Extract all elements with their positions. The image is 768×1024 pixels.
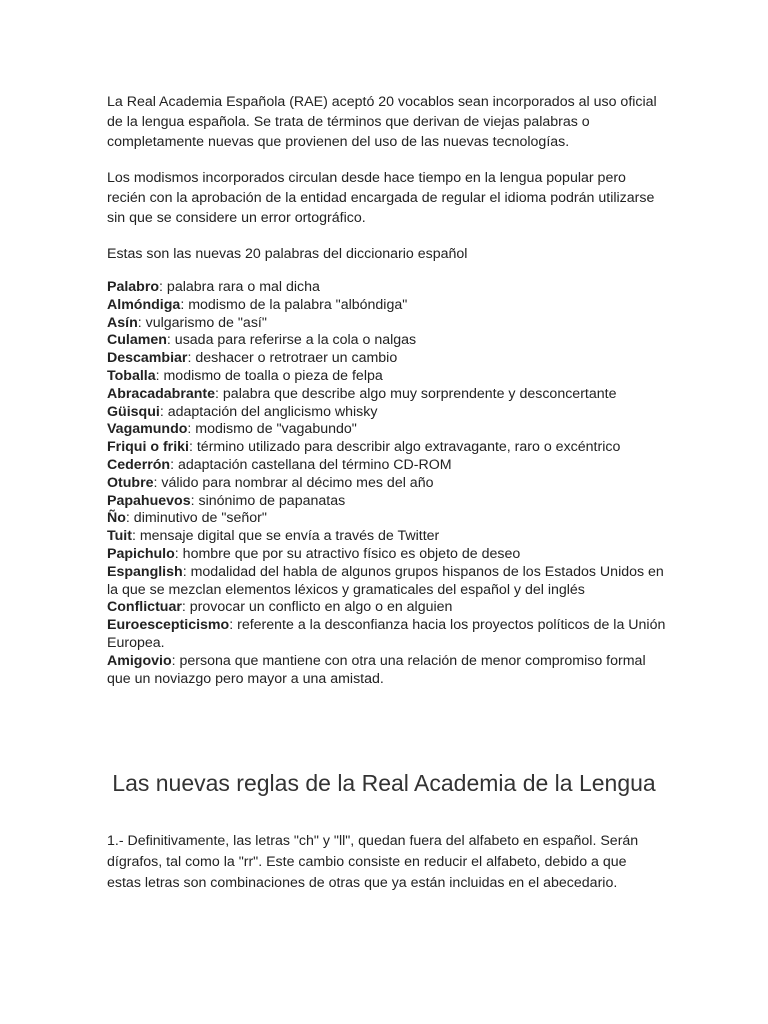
glossary-term: Vagamundo (107, 421, 188, 438)
glossary-term: Toballa (107, 367, 156, 384)
glossary-term: Tuit (107, 528, 132, 545)
glossary-definition: : sinónimo de papanatas (190, 492, 346, 509)
glossary-definition: : modismo de "vagabundo" (187, 421, 357, 438)
glossary-definition: : referente a la desconfianza hacia los proyectos políticos de la Unión Europea. (107, 617, 666, 651)
glossary-entry (107, 546, 667, 564)
glossary-definition: : válido para nombrar al décimo mes del año (153, 474, 434, 491)
glossary-term: Culamen (107, 332, 167, 349)
glossary-term: Güisqui (107, 403, 160, 420)
intro-paragraph: Los modismos incorporados circulan desde hace tiempo en la lengua popular pero recién con la aprobación de la entidad encargada de regular el idioma podrán utilizarse sin que se considere un error ortográfico. (107, 170, 655, 226)
glossary-term: Conflictuar (107, 599, 182, 616)
glossary-entry (107, 493, 667, 511)
glossary-definition: : modismo de toalla o pieza de felpa (155, 367, 383, 384)
glossary-entry (107, 404, 667, 422)
glossary-term: Amigovio (107, 652, 172, 669)
intro-paragraph: La Real Academia Española (RAE) aceptó 20 vocablos sean incorporados al uso oficial de la lengua española. Se trata de términos que derivan de viejas palabras o completamente nuevas que provienen del uso de las nuevas tecnologías. (107, 94, 657, 150)
glossary-entry (107, 350, 667, 368)
glossary-definition: : hombre que por su atractivo físico es objeto de deseo (174, 545, 521, 562)
glossary-definition: : provocar un conflicto en algo o en alguien (181, 599, 453, 616)
glossary-entry (107, 332, 667, 350)
glossary-definition: : deshacer o retrotraer un cambio (187, 350, 398, 367)
glossary-entry (107, 297, 667, 315)
glossary-definition: : modalidad del habla de algunos grupos hispanos de los Estados Unidos en la que se mezclan elementos léxicos y gramaticales del español y del inglés (107, 563, 664, 598)
glossary-term: Ño (107, 510, 126, 527)
glossary-entry (107, 617, 667, 653)
glossary-term: Papahuevos (107, 492, 191, 509)
glossary-entry (107, 386, 667, 404)
glossary-definition: : persona que mantiene con otra una relación de menor compromiso formal que un noviazgo pero mayor a una amistad. (107, 652, 646, 687)
glossary-definition: : palabra rara o mal dicha (159, 279, 320, 295)
glossary-term: Asín (107, 314, 138, 331)
glossary-entry (107, 439, 667, 457)
glossary-intro-line: Estas son las nuevas 20 palabras del diccionario español (107, 246, 468, 262)
glossary-definition: : adaptación castellana del término CD-ROM (170, 456, 452, 473)
glossary-definition: : adaptación del anglicismo whisky (159, 403, 378, 420)
glossary-term: Abracadabrante (107, 385, 216, 402)
glossary-entry (107, 279, 667, 297)
glossary-entry (107, 315, 667, 333)
glossary-term: Palabro (107, 279, 160, 295)
glossary-entry (107, 564, 667, 600)
glossary-term: Almóndiga (107, 296, 181, 313)
glossary-entry (107, 421, 667, 439)
glossary-definition: : mensaje digital que se envía a través de Twitter (131, 528, 440, 545)
glossary-definition: : término utilizado para describir algo extravagante, raro o excéntrico (188, 439, 621, 456)
glossary-definition: : diminutivo de "señor" (125, 510, 267, 527)
glossary-term: Descambiar (107, 350, 188, 367)
glossary-term: Otubre (107, 474, 154, 491)
rule-paragraph: 1.- Definitivamente, las letras "ch" y "ll", quedan fuera del alfabeto en español. Serán dígrafos, tal como la "rr". Este cambio consiste en reducir el alfabeto, debido a que estas letras son combinaciones de otras que ya están incluidas en el abecedario. (107, 833, 639, 891)
glossary-definition: : palabra que describe algo muy sorprendente y desconcertante (215, 385, 617, 402)
glossary-term: Espanglish (107, 563, 183, 580)
intro-section (107, 92, 667, 280)
glossary-term: Friqui o friki (107, 439, 189, 456)
glossary-definition: : usada para referirse a la cola o nalgas (166, 332, 417, 349)
glossary-term: Papichulo (107, 545, 175, 562)
section-heading: Las nuevas reglas de la Real Academia de la Lengua (112, 770, 656, 796)
glossary-entry (107, 475, 667, 493)
glossary-definition: : vulgarismo de "así" (137, 314, 267, 331)
glossary-entry (107, 510, 667, 528)
glossary-entry (107, 653, 667, 689)
glossary-entry (107, 368, 667, 386)
glossary-term: Euroescepticismo (107, 617, 230, 634)
glossary-entry (107, 457, 667, 475)
glossary-entry (107, 599, 667, 617)
glossary-entry (107, 528, 667, 546)
glossary-definition: : modismo de la palabra "albóndiga" (180, 296, 408, 313)
glossary-list (107, 279, 667, 688)
glossary-term: Cederrón (107, 456, 171, 473)
